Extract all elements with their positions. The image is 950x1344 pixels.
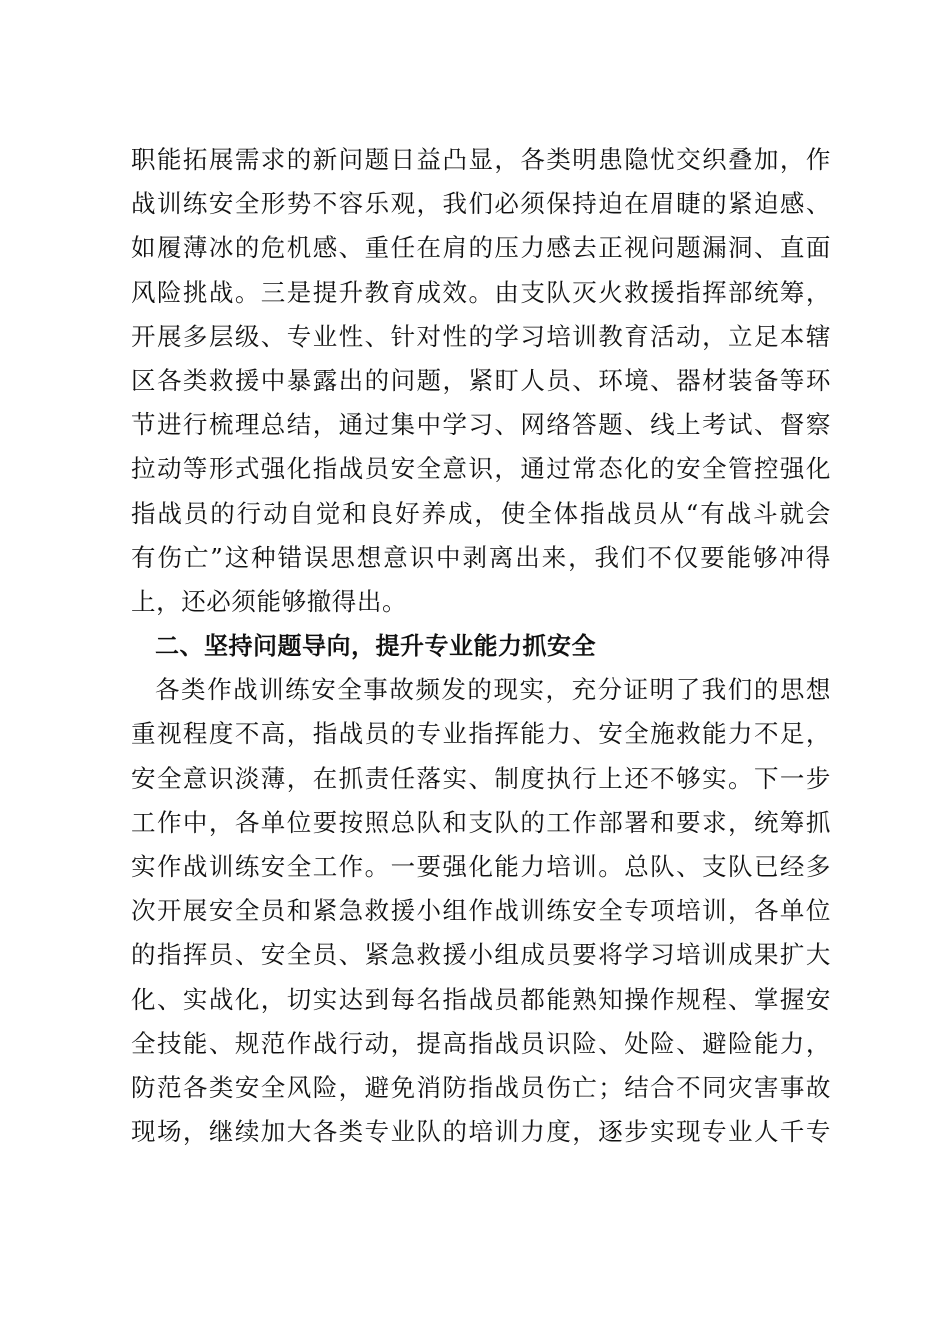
document-body — [131, 138, 831, 1154]
body-line: 各类作战训练安全事故频发的现实，充分证明了我们的思想 — [155, 675, 831, 705]
body-line: 工作中，各单位要按照总队和支队的工作部署和要求，统筹抓 — [131, 807, 831, 837]
body-line: 上，还必须能够撤得出。 — [131, 586, 408, 616]
body-line: 节进行梳理总结，通过集中学习、网络答题、线上考试、督察 — [131, 410, 831, 440]
section-heading: 二、坚持问题导向，提升专业能力抓安全 — [155, 632, 596, 661]
body-line: 职能拓展需求的新问题日益凸显，各类明患隐忧交织叠加，作 — [131, 145, 831, 174]
body-line: 的指挥员、安全员、紧急救援小组成员要将学习培训成果扩大 — [131, 940, 831, 970]
body-line: 指战员的行动自觉和良好养成，使全体指战员从“有战斗就会 — [131, 498, 831, 528]
body-line: 化、实战化，切实达到每名指战员都能熟知操作规程、掌握安 — [131, 984, 831, 1014]
body-line: 有伤亡”这种错误思想意识中剥离出来，我们不仅要能够冲得 — [131, 542, 831, 572]
body-line: 区各类救援中暴露出的问题，紧盯人员、环境、器材装备等环 — [131, 365, 831, 395]
body-line: 防范各类安全风险，避免消防指战员伤亡；结合不同灾害事故 — [131, 1072, 831, 1102]
body-line: 风险挑战。三是提升教育成效。由支队灭火救援指挥部统筹， — [131, 277, 831, 307]
body-line: 战训练安全形势不容乐观，我们必须保持迫在眉睫的紧迫感、 — [131, 189, 831, 219]
body-line: 拉动等形式强化指战员安全意识，通过常态化的安全管控强化 — [131, 454, 831, 484]
body-line: 如履薄冰的危机感、重任在肩的压力感去正视问题漏洞、直面 — [131, 233, 831, 263]
body-line: 次开展安全员和紧急救援小组作战训练安全专项培训，各单位 — [131, 896, 831, 926]
body-line: 实作战训练安全工作。一要强化能力培训。总队、支队已经多 — [131, 852, 831, 881]
body-line: 全技能、规范作战行动，提高指战员识险、处险、避险能力， — [131, 1028, 831, 1058]
body-line: 安全意识淡薄，在抓责任落实、制度执行上还不够实。下一步 — [131, 763, 831, 793]
body-line: 现场，继续加大各类专业队的培训力度，逐步实现专业人千专 — [131, 1117, 831, 1147]
body-line: 开展多层级、专业性、针对性的学习培训教育活动，立足本辖 — [131, 321, 831, 351]
body-line: 重视程度不高，指战员的专业指挥能力、安全施救能力不足， — [131, 719, 831, 749]
